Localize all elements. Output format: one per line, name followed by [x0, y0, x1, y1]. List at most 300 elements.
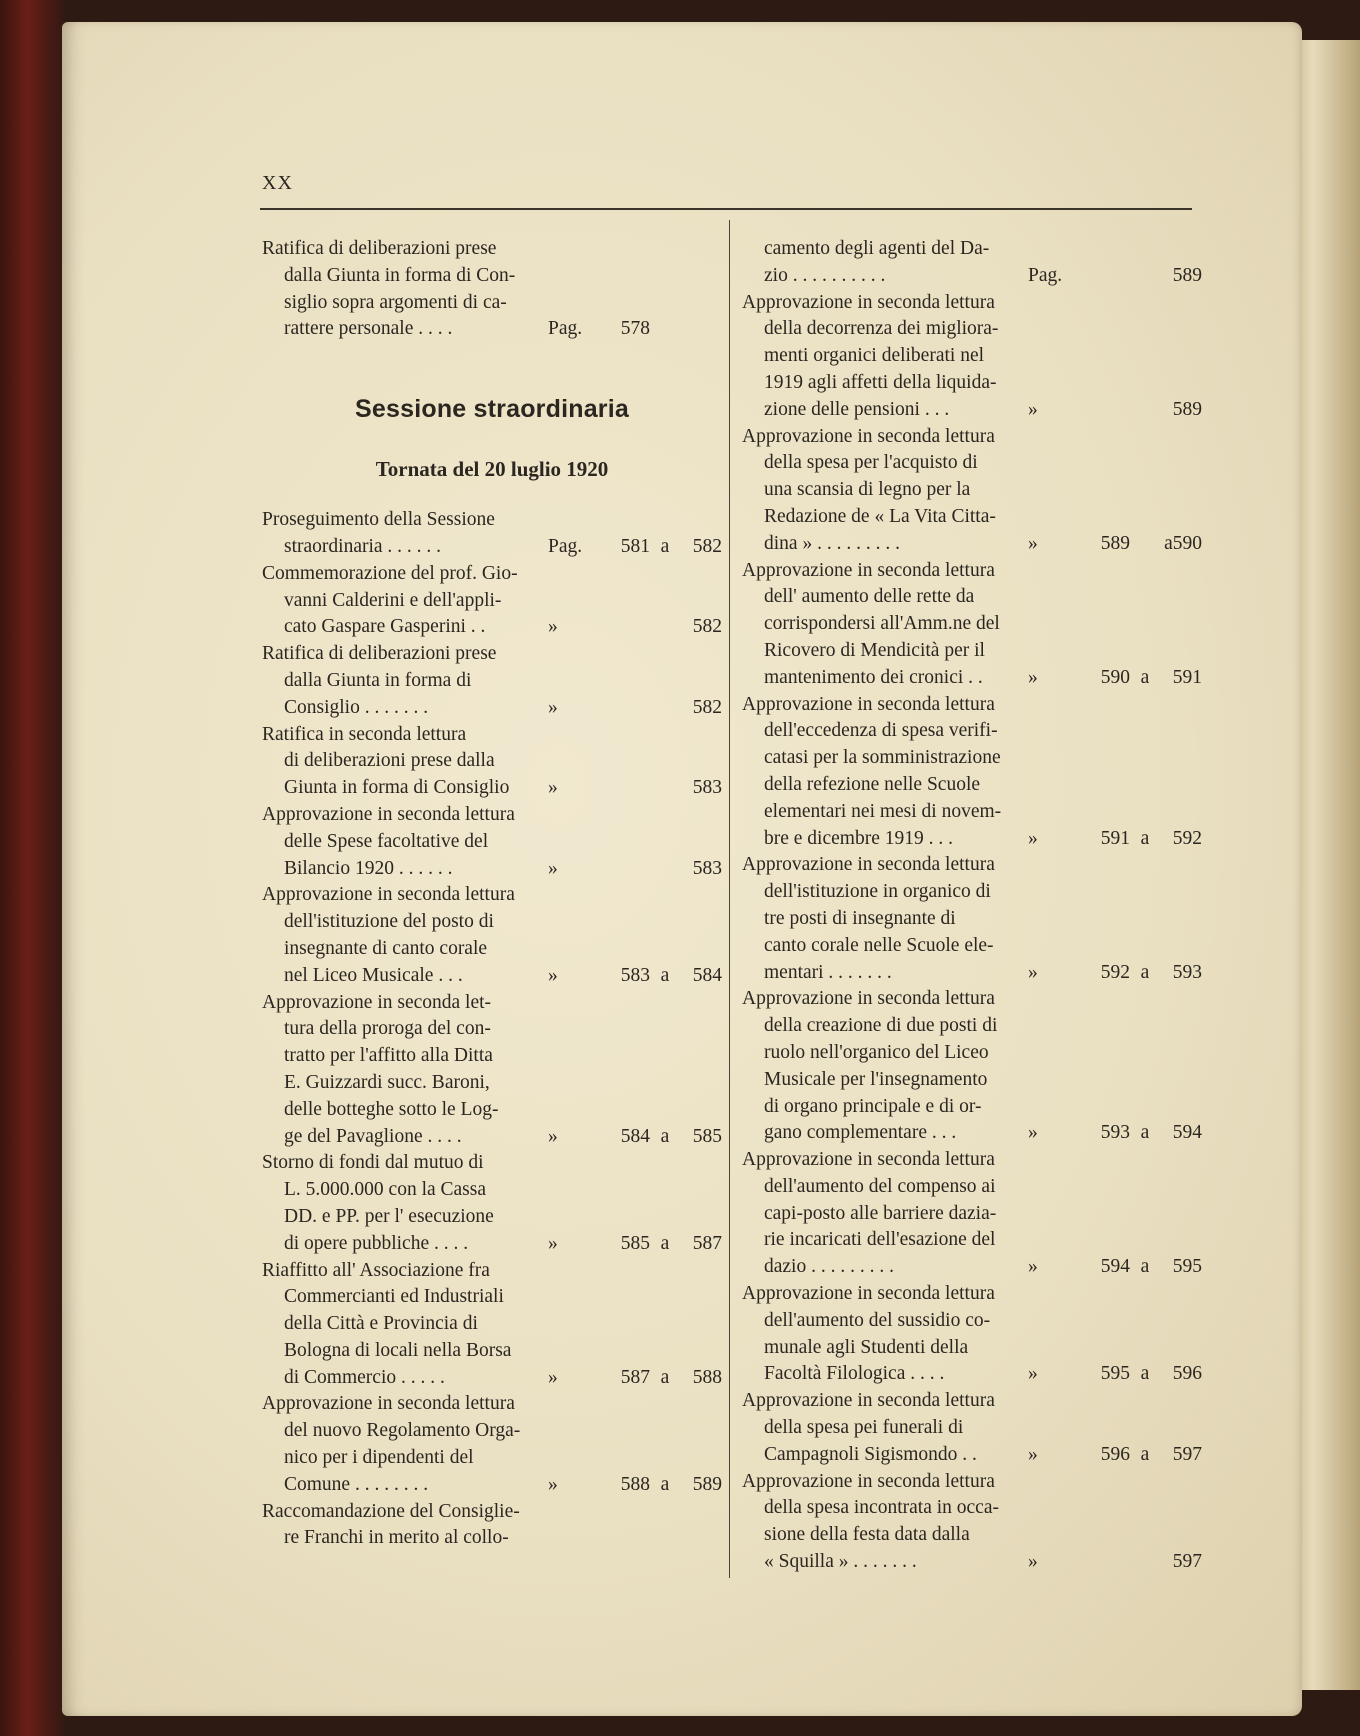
- page-reference: [548, 534, 722, 561]
- entry-line: [742, 1308, 1202, 1335]
- entry-text: bre e dicembre 1919 . . .: [764, 827, 953, 849]
- entry-line: [262, 1472, 722, 1499]
- page-ref-label: »: [548, 1366, 558, 1388]
- page-reference: [1028, 397, 1202, 424]
- entry-text: dazio . . . . . . . . .: [764, 1256, 894, 1278]
- entry-text: ruolo nell'organico del Liceo: [764, 1041, 989, 1063]
- entry-line: [262, 641, 722, 668]
- page-to: 584: [692, 964, 722, 986]
- page-reference: [1028, 826, 1202, 853]
- page-reference: [548, 1231, 722, 1258]
- index-entry: [262, 722, 722, 802]
- index-entry: [262, 1258, 722, 1392]
- entry-text: Approvazione in seconda lettura: [742, 693, 995, 715]
- page-ref-label: »: [548, 857, 558, 879]
- entry-line: [742, 1469, 1202, 1496]
- entry-text: di organo principale e di or-: [764, 1095, 982, 1117]
- entry-text: Approvazione in seconda lettura: [262, 1393, 515, 1415]
- index-entry: [262, 1499, 722, 1553]
- entry-line: [742, 1201, 1202, 1228]
- page-to: 589: [1172, 398, 1202, 420]
- page-range-sep: a: [660, 1125, 670, 1147]
- index-entry: [742, 290, 1202, 424]
- page-from: 584: [620, 1125, 650, 1147]
- entry-line: [262, 1231, 722, 1258]
- page-ref-label: »: [1028, 532, 1038, 554]
- entry-text: Approvazione in seconda lettura: [742, 1283, 995, 1305]
- entry-text: dell'eccedenza di spesa verifi-: [764, 720, 998, 742]
- entry-text: Approvazione in seconda lettura: [742, 559, 995, 581]
- page-header: [262, 172, 1192, 212]
- entry-line: [742, 290, 1202, 317]
- index-entry: [742, 986, 1202, 1147]
- page-ref-label: »: [1028, 1551, 1038, 1573]
- entry-line: [262, 1391, 722, 1418]
- entry-line: [262, 1016, 722, 1043]
- entry-text: Approvazione in seconda lettura: [742, 1149, 995, 1171]
- entry-text: del nuovo Regolamento Orga-: [284, 1420, 521, 1442]
- page-to: 588: [692, 1366, 722, 1388]
- entry-text: Campagnoli Sigismondo . .: [764, 1443, 977, 1465]
- entry-text: DD. e PP. per l' esecuzione: [284, 1205, 494, 1227]
- entry-line: [742, 1254, 1202, 1281]
- index-entry: [742, 1469, 1202, 1576]
- page-range-sep: a: [1140, 1122, 1150, 1144]
- entry-line: [262, 695, 722, 722]
- index-entry: [742, 424, 1202, 558]
- index-entry: [742, 1388, 1202, 1468]
- entry-text: cato Gaspare Gasperini . .: [284, 616, 486, 638]
- entry-text: rie incaricati dell'esazione del: [764, 1229, 996, 1251]
- page-ref-label: »: [548, 1232, 558, 1254]
- entry-text: tura della proroga del con-: [284, 1018, 491, 1040]
- page-range-sep: a: [1140, 666, 1150, 688]
- page-edge: [1292, 40, 1360, 1690]
- entry-text: Approvazione in seconda lettura: [742, 988, 995, 1010]
- page-reference: [1028, 1549, 1202, 1576]
- entry-line: [742, 826, 1202, 853]
- entry-line: [262, 1365, 722, 1392]
- page-range-sep: a: [660, 964, 670, 986]
- page-ref-label: Pag.: [548, 535, 583, 557]
- entry-text: ge del Pavaglione . . . .: [284, 1125, 462, 1147]
- entry-text: mentari . . . . . . .: [764, 961, 892, 983]
- page-to: 589: [1172, 264, 1202, 286]
- entry-text: Proseguimento della Sessione: [262, 509, 495, 531]
- index-entry: [262, 802, 722, 882]
- entry-line: [742, 316, 1202, 343]
- page-to: 583: [692, 777, 722, 799]
- page-range-sep: a: [1140, 961, 1150, 983]
- page-to: 597: [1172, 1443, 1202, 1465]
- entry-text: della spesa pei funerali di: [764, 1417, 964, 1439]
- entry-line: [262, 588, 722, 615]
- entry-line: [262, 748, 722, 775]
- page-to: 589: [692, 1473, 722, 1495]
- entry-text: tre posti di insegnante di: [764, 907, 956, 929]
- page-range-sep: a: [1140, 1256, 1150, 1278]
- page-to: 582: [692, 616, 722, 638]
- entry-text: della Città e Provincia di: [284, 1313, 478, 1335]
- page-ref-label: »: [1028, 961, 1038, 983]
- page-ref-label: »: [548, 696, 558, 718]
- page-reference: [1028, 960, 1202, 987]
- entry-text: re Franchi in merito al collo-: [284, 1527, 509, 1549]
- entry-line: [742, 343, 1202, 370]
- page-range-sep: a: [1140, 1363, 1150, 1385]
- entry-text: Ricovero di Mendicità per il: [764, 639, 985, 661]
- entry-line: [742, 1442, 1202, 1469]
- entry-line: [262, 1311, 722, 1338]
- page-from: 591: [1100, 827, 1130, 849]
- column-divider: [729, 220, 730, 1578]
- entry-text: Approvazione in seconda lettura: [742, 1390, 995, 1412]
- left-pre-entries: [262, 236, 722, 343]
- entry-text: Bilancio 1920 . . . . . .: [284, 857, 453, 879]
- page-ref-label: »: [1028, 1256, 1038, 1278]
- entry-text: capi-posto alle barriere dazia-: [764, 1202, 997, 1224]
- entry-line: [742, 745, 1202, 772]
- entry-line: [262, 534, 722, 561]
- entry-text: E. Guizzardi succ. Baroni,: [284, 1071, 490, 1093]
- entry-line: [742, 718, 1202, 745]
- entry-line: [262, 936, 722, 963]
- left-column: [262, 236, 722, 1552]
- entry-line: [742, 906, 1202, 933]
- section-title: Sessione straordinaria: [355, 395, 629, 424]
- page-from: 589: [1100, 532, 1130, 554]
- entry-line: [742, 1227, 1202, 1254]
- entry-text: « Squilla » . . . . . . .: [764, 1551, 917, 1573]
- entry-line: [262, 1525, 722, 1552]
- page-to: 583: [692, 857, 722, 879]
- entry-line: [742, 665, 1202, 692]
- entry-line: [262, 963, 722, 990]
- entry-line: [742, 638, 1202, 665]
- entry-text: tratto per l'affitto alla Ditta: [284, 1045, 493, 1067]
- page-reference: [1028, 665, 1202, 692]
- page-from: 587: [620, 1366, 650, 1388]
- page-reference: [1028, 1120, 1202, 1147]
- entry-text: Approvazione in seconda lettura: [742, 1470, 995, 1492]
- entry-line: [742, 692, 1202, 719]
- entry-line: [742, 1495, 1202, 1522]
- page-reference: [1028, 1361, 1202, 1388]
- entry-line: [742, 1388, 1202, 1415]
- entry-text: dell'aumento del sussidio co-: [764, 1309, 991, 1331]
- index-entry: [262, 641, 722, 721]
- entry-text: Facoltà Filologica . . . .: [764, 1363, 945, 1385]
- page-range-sep: a: [1140, 827, 1150, 849]
- entry-line: [262, 722, 722, 749]
- entry-text: Redazione de « La Vita Citta-: [764, 505, 996, 527]
- entry-line: [262, 1070, 722, 1097]
- entry-text: Approvazione in seconda let-: [262, 991, 492, 1013]
- page-reference: [548, 1124, 722, 1151]
- entry-line: [262, 882, 722, 909]
- entry-text: 1919 agli affetti della liquida-: [764, 371, 997, 393]
- page-from: 583: [620, 964, 650, 986]
- entry-text: munale agli Studenti della: [764, 1336, 969, 1358]
- entry-text: della spesa incontrata in occa-: [764, 1497, 999, 1519]
- entry-text: zio . . . . . . . . . .: [764, 264, 886, 286]
- entry-line: [262, 1124, 722, 1151]
- entry-text: dell'istituzione del posto di: [284, 911, 494, 933]
- entry-text: delle botteghe sotto le Log-: [284, 1098, 499, 1120]
- entry-text: menti organici deliberati nel: [764, 345, 985, 367]
- entry-text: Approvazione in seconda lettura: [742, 291, 995, 313]
- entry-line: [262, 1177, 722, 1204]
- entry-text: dalla Giunta in forma di Con-: [284, 264, 516, 286]
- page-reference: [1028, 1254, 1202, 1281]
- entry-text: Approvazione in seconda lettura: [262, 884, 515, 906]
- index-entry: [742, 1147, 1202, 1281]
- page-reference: [548, 963, 722, 990]
- page-from: 581: [620, 535, 650, 557]
- entry-line: [742, 558, 1202, 585]
- index-entry: [262, 1150, 722, 1257]
- entry-text: camento degli agenti del Da-: [764, 238, 990, 259]
- page-ref-label: Pag.: [1028, 264, 1063, 286]
- entry-line: [742, 772, 1202, 799]
- page-reference: [1028, 263, 1202, 290]
- page-reference: [1028, 531, 1202, 558]
- page-range-sep: a: [660, 1232, 670, 1254]
- entry-line: [742, 1067, 1202, 1094]
- page-reference: [1028, 1442, 1202, 1469]
- page-ref-label: »: [1028, 666, 1038, 688]
- entry-line: [742, 799, 1202, 826]
- entry-text: straordinaria . . . . . .: [284, 535, 442, 557]
- entry-line: [742, 477, 1202, 504]
- page-to: 585: [692, 1125, 722, 1147]
- entry-line: [742, 1281, 1202, 1308]
- page-ref-label: »: [548, 1125, 558, 1147]
- entry-text: siglio sopra argomenti di ca-: [284, 291, 507, 313]
- page-from: 585: [620, 1232, 650, 1254]
- entry-line: [262, 775, 722, 802]
- entry-line: [262, 990, 722, 1017]
- page-reference: [548, 1365, 722, 1392]
- entry-text: elementari nei mesi di novem-: [764, 800, 1002, 822]
- entry-line: [742, 236, 1202, 263]
- index-entry: [262, 882, 722, 989]
- entry-text: di opere pubbliche . . . .: [284, 1232, 469, 1254]
- page-to: 582: [692, 696, 722, 718]
- entry-line: [262, 1338, 722, 1365]
- index-entry: [262, 507, 722, 561]
- entry-line: [262, 856, 722, 883]
- entry-line: [262, 909, 722, 936]
- index-entry: [742, 1281, 1202, 1388]
- entry-text: delle Spese facoltative del: [284, 830, 489, 852]
- entry-text: zione delle pensioni . . .: [764, 398, 950, 420]
- entry-text: di Commercio . . . . .: [284, 1366, 445, 1388]
- entry-text: Ratifica in seconda lettura: [262, 723, 467, 745]
- page-number: XX: [262, 172, 293, 194]
- page-to: 593: [1172, 961, 1202, 983]
- entry-text: dell' aumento delle rette da: [764, 586, 975, 608]
- entry-line: [742, 1174, 1202, 1201]
- entry-text: rattere personale . . . .: [284, 318, 453, 340]
- entry-text: Riaffitto all' Associazione fra: [262, 1259, 490, 1281]
- page-from: 578: [620, 318, 650, 340]
- page-to: 592: [1172, 827, 1202, 849]
- entry-text: Giunta in forma di Consiglio: [284, 777, 510, 799]
- entry-line: [742, 1522, 1202, 1549]
- entry-text: Bologna di locali nella Borsa: [284, 1339, 512, 1361]
- entry-line: [262, 316, 722, 343]
- entry-line: [262, 802, 722, 829]
- entry-line: [742, 1549, 1202, 1576]
- entry-line: [262, 614, 722, 641]
- entry-line: [262, 507, 722, 534]
- page-reference: [548, 614, 722, 641]
- page-ref-label: »: [1028, 1363, 1038, 1385]
- entry-text: Consiglio . . . . . . .: [284, 696, 429, 718]
- page-from: 594: [1100, 1256, 1130, 1278]
- page-reference: [548, 775, 722, 802]
- page-ref-label: »: [548, 616, 558, 638]
- index-entry: [742, 558, 1202, 692]
- entry-line: [742, 852, 1202, 879]
- page-range-sep: a: [660, 1366, 670, 1388]
- entry-text: della refezione nelle Scuole: [764, 773, 981, 795]
- page-ref-label: »: [1028, 398, 1038, 420]
- entry-line: [262, 1097, 722, 1124]
- entry-line: [262, 561, 722, 588]
- entry-text: Approvazione in seconda lettura: [742, 425, 995, 447]
- entry-text: canto corale nelle Scuole ele-: [764, 934, 994, 956]
- entry-line: [742, 504, 1202, 531]
- page-to: a590: [1164, 532, 1202, 554]
- entry-text: dell'aumento del compenso ai: [764, 1175, 996, 1197]
- index-entry: [742, 852, 1202, 986]
- entry-line: [262, 290, 722, 317]
- entry-text: Commemorazione del prof. Gio-: [262, 562, 518, 584]
- right-entries: [742, 236, 1202, 1576]
- page-reference: [548, 856, 722, 883]
- entry-line: [262, 1284, 722, 1311]
- entry-text: sione della festa data dalla: [764, 1524, 970, 1546]
- page-reference: [548, 695, 722, 722]
- page-to: 591: [1172, 666, 1202, 688]
- entry-line: [742, 370, 1202, 397]
- entry-line: [742, 1147, 1202, 1174]
- subsection-title: Tornata del 20 luglio 1920: [375, 457, 609, 482]
- entry-text: nico per i dipendenti del: [284, 1447, 474, 1469]
- entry-text: Musicale per l'insegnamento: [764, 1068, 988, 1090]
- entry-line: [742, 450, 1202, 477]
- page-to: 596: [1172, 1363, 1202, 1385]
- page-to: 594: [1172, 1122, 1202, 1144]
- entry-line: [262, 1445, 722, 1472]
- entry-text: dina » . . . . . . . . .: [764, 532, 900, 554]
- entry-text: insegnante di canto corale: [284, 937, 488, 959]
- page-from: 593: [1100, 1122, 1130, 1144]
- entry-text: della spesa per l'acquisto di: [764, 452, 978, 474]
- page-to: 595: [1172, 1256, 1202, 1278]
- entry-text: Ratifica di deliberazioni prese: [262, 238, 497, 259]
- entry-text: Approvazione in seconda lettura: [262, 803, 515, 825]
- entry-text: catasi per la somministrazione: [764, 747, 1001, 769]
- entry-text: Raccomandazione del Consiglie-: [262, 1500, 520, 1522]
- entry-line: [742, 879, 1202, 906]
- entry-text: della creazione di due posti di: [764, 1015, 998, 1037]
- entry-text: L. 5.000.000 con la Cassa: [284, 1179, 487, 1201]
- entry-text: corrispondersi all'Amm.ne del: [764, 613, 1000, 635]
- right-column: [742, 236, 1202, 1576]
- entry-line: [262, 1499, 722, 1526]
- entry-line: [742, 1415, 1202, 1442]
- page-ref-label: »: [1028, 827, 1038, 849]
- entry-line: [742, 611, 1202, 638]
- left-entries: [262, 507, 722, 1552]
- entry-line: [742, 960, 1202, 987]
- page-ref-label: »: [548, 777, 558, 799]
- entry-text: Comune . . . . . . . .: [284, 1473, 429, 1495]
- page-from: 590: [1100, 666, 1130, 688]
- entry-line: [262, 668, 722, 695]
- page-range-sep: a: [1140, 1443, 1150, 1465]
- page-ref-label: »: [1028, 1122, 1038, 1144]
- page-ref-label: »: [1028, 1443, 1038, 1465]
- header-rule: [260, 208, 1192, 210]
- page-reference: [548, 316, 722, 343]
- entry-line: [262, 1043, 722, 1070]
- entry-text: dalla Giunta in forma di: [284, 669, 472, 691]
- entry-text: vanni Calderini e dell'appli-: [284, 589, 502, 611]
- entry-line: [262, 1258, 722, 1285]
- entry-line: [742, 1120, 1202, 1147]
- entry-line: [742, 584, 1202, 611]
- index-entry: [262, 561, 722, 641]
- page-ref-label: Pag.: [548, 318, 583, 340]
- entry-text: nel Liceo Musicale . . .: [284, 964, 463, 986]
- entry-text: della decorrenza dei migliora-: [764, 318, 999, 340]
- entry-line: [742, 1013, 1202, 1040]
- page-range-sep: a: [660, 535, 670, 557]
- entry-text: Commercianti ed Industriali: [284, 1286, 504, 1308]
- page-ref-label: »: [548, 964, 558, 986]
- entry-line: [262, 1204, 722, 1231]
- index-entry: [262, 1391, 722, 1498]
- page-to: 582: [692, 535, 722, 557]
- page-range-sep: a: [660, 1473, 670, 1495]
- entry-line: [262, 236, 722, 263]
- entry-line: [742, 531, 1202, 558]
- entry-line: [262, 1150, 722, 1177]
- entry-line: [742, 986, 1202, 1013]
- index-entry: [262, 990, 722, 1151]
- entry-text: gano complementare . . .: [764, 1122, 957, 1144]
- entry-line: [262, 829, 722, 856]
- page-to: 597: [1172, 1551, 1202, 1573]
- entry-text: una scansia di legno per la: [764, 479, 971, 501]
- entry-line: [742, 263, 1202, 290]
- entry-text: Approvazione in seconda lettura: [742, 854, 995, 876]
- entry-line: [742, 1335, 1202, 1362]
- page-from: 596: [1100, 1443, 1130, 1465]
- entry-text: di deliberazioni prese dalla: [284, 750, 495, 772]
- page-from: 592: [1100, 961, 1130, 983]
- index-entry: [742, 236, 1202, 290]
- entry-text: mantenimento dei cronici . .: [764, 666, 983, 688]
- entry-line: [742, 1361, 1202, 1388]
- entry-text: Storno di fondi dal mutuo di: [262, 1152, 484, 1174]
- index-entry: [262, 236, 722, 343]
- entry-text: dell'istituzione in organico di: [764, 881, 991, 903]
